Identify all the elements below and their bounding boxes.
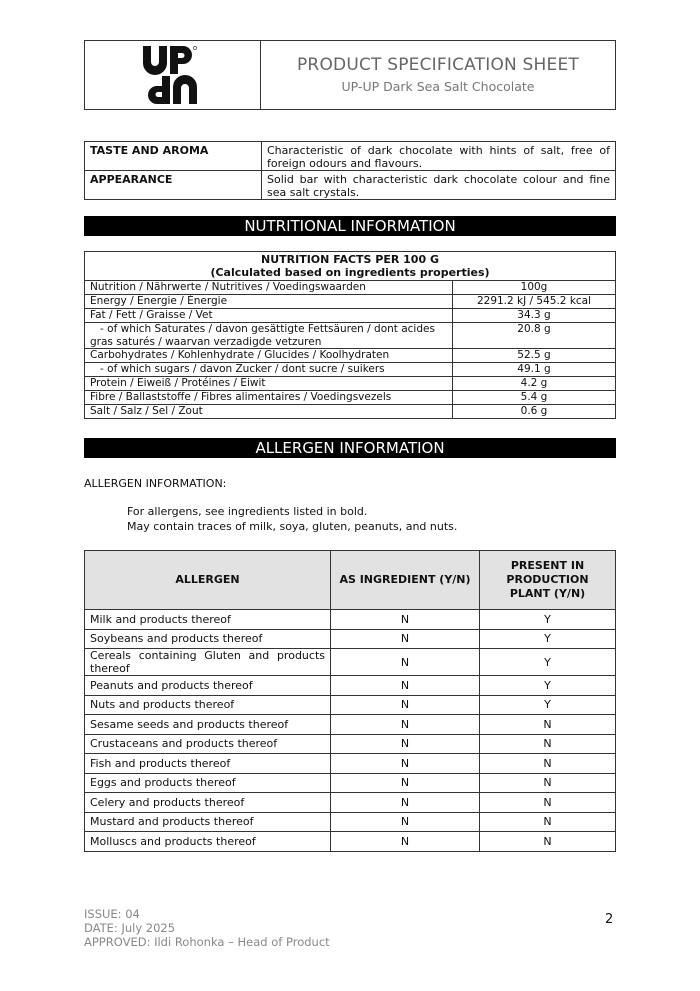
table-row bbox=[85, 309, 616, 323]
product-subtitle: UP-UP Dark Sea Salt Chocolate bbox=[341, 79, 535, 94]
in-plant-value: N bbox=[480, 832, 616, 852]
table-row bbox=[85, 734, 616, 754]
as-ingredient-value: N bbox=[331, 715, 480, 735]
nutrient-value: 20.8 g bbox=[453, 323, 616, 349]
in-plant-value: N bbox=[480, 715, 616, 735]
allergen-name: Sesame seeds and products thereof bbox=[85, 715, 331, 735]
nutrient-label: - of which sugars / davon Zucker / dont sucre / suikers bbox=[85, 363, 453, 377]
allergen-name: Molluscs and products thereof bbox=[85, 832, 331, 852]
table-row bbox=[85, 142, 616, 171]
nutrient-label: Carbohydrates / Kohlenhydrate / Glucides / Koolhydraten bbox=[85, 349, 453, 363]
allergen-note: For allergens, see ingredients listed in bold. bbox=[127, 505, 368, 518]
page-title: PRODUCT SPECIFICATION SHEET bbox=[296, 55, 579, 75]
table-row bbox=[85, 629, 616, 649]
in-plant-value: N bbox=[480, 812, 616, 832]
section-bar-allergen: ALLERGEN INFORMATION bbox=[84, 438, 616, 458]
nutrient-label: Fat / Fett / Graisse / Vet bbox=[85, 309, 453, 323]
brand-logo bbox=[141, 44, 201, 106]
table-row bbox=[85, 715, 616, 735]
in-plant-value: Y bbox=[480, 610, 616, 630]
as-ingredient-value: N bbox=[331, 695, 480, 715]
sensory-value: Characteristic of dark chocolate with hints of salt, free of foreign odours and flavours. bbox=[262, 142, 616, 171]
column-header-plant: PRESENT IN PRODUCTION PLANT (Y/N) bbox=[480, 551, 616, 610]
allergen-name: Celery and products thereof bbox=[85, 793, 331, 813]
allergen-name: Eggs and products thereof bbox=[85, 773, 331, 793]
nutrient-value: 4.2 g bbox=[453, 377, 616, 391]
table-header-row bbox=[85, 551, 616, 610]
document-header bbox=[84, 40, 616, 110]
as-ingredient-value: N bbox=[331, 676, 480, 696]
table-row bbox=[85, 793, 616, 813]
nutrient-label: Energy / Energie / Énergie bbox=[85, 295, 453, 309]
nutrition-heading bbox=[85, 252, 616, 281]
logo-cell bbox=[85, 41, 261, 109]
in-plant-value: Y bbox=[480, 649, 616, 676]
nutrition-heading-line1: NUTRITION FACTS PER 100 G bbox=[261, 252, 439, 266]
footer-date: DATE: July 2025 bbox=[84, 921, 176, 935]
allergen-name: Nuts and products thereof bbox=[85, 695, 331, 715]
nutrition-table bbox=[84, 251, 616, 419]
in-plant-value: N bbox=[480, 793, 616, 813]
allergen-name: Cereals containing Gluten and products thereof bbox=[85, 649, 331, 676]
as-ingredient-value: N bbox=[331, 649, 480, 676]
table-header-row bbox=[85, 252, 616, 281]
nutrient-value: 34.3 g bbox=[453, 309, 616, 323]
table-row bbox=[85, 323, 616, 349]
footer-issue: ISSUE: 04 bbox=[84, 907, 140, 921]
nutrient-value: 100g bbox=[453, 281, 616, 295]
table-row bbox=[85, 754, 616, 774]
allergen-name: Soybeans and products thereof bbox=[85, 629, 331, 649]
column-header-allergen: ALLERGEN bbox=[85, 551, 331, 610]
table-row bbox=[85, 295, 616, 309]
nutrient-label: Salt / Salz / Sel / Zout bbox=[85, 405, 453, 419]
nutrient-label: - of which Saturates / davon gesättigte Fettsäuren / dont acides gras saturés / waarvan verzadigde vetzuren bbox=[85, 323, 453, 349]
sensory-table bbox=[84, 141, 616, 200]
table-row bbox=[85, 649, 616, 676]
nutrient-value: 2291.2 kJ / 545.2 kcal bbox=[453, 295, 616, 309]
as-ingredient-value: N bbox=[331, 754, 480, 774]
table-row bbox=[85, 405, 616, 419]
as-ingredient-value: N bbox=[331, 832, 480, 852]
in-plant-value: Y bbox=[480, 629, 616, 649]
in-plant-value: N bbox=[480, 754, 616, 774]
allergen-name: Milk and products thereof bbox=[85, 610, 331, 630]
allergen-table bbox=[84, 550, 616, 852]
table-row bbox=[85, 281, 616, 295]
table-row bbox=[85, 695, 616, 715]
allergen-intro: ALLERGEN INFORMATION: bbox=[84, 477, 227, 490]
nutrient-value: 0.6 g bbox=[453, 405, 616, 419]
allergen-name: Mustard and products thereof bbox=[85, 812, 331, 832]
in-plant-value: Y bbox=[480, 676, 616, 696]
table-row bbox=[85, 610, 616, 630]
nutrient-value: 49.1 g bbox=[453, 363, 616, 377]
nutrient-label: Fibre / Ballaststoffe / Fibres alimentaires / Voedingsvezels bbox=[85, 391, 453, 405]
section-bar-nutrition: NUTRITIONAL INFORMATION bbox=[84, 216, 616, 236]
allergen-name: Crustaceans and products thereof bbox=[85, 734, 331, 754]
allergen-name: Fish and products thereof bbox=[85, 754, 331, 774]
as-ingredient-value: N bbox=[331, 812, 480, 832]
sensory-label: TASTE AND AROMA bbox=[85, 142, 262, 171]
table-row bbox=[85, 377, 616, 391]
in-plant-value: N bbox=[480, 734, 616, 754]
footer-approved: APPROVED: Ildi Rohonka – Head of Product bbox=[84, 935, 330, 949]
table-row bbox=[85, 676, 616, 696]
sensory-value: Solid bar with characteristic dark chocolate colour and fine sea salt crystals. bbox=[262, 171, 616, 200]
table-row bbox=[85, 349, 616, 363]
as-ingredient-value: N bbox=[331, 734, 480, 754]
as-ingredient-value: N bbox=[331, 773, 480, 793]
allergen-note: May contain traces of milk, soya, gluten, peanuts, and nuts. bbox=[127, 520, 458, 533]
nutrition-heading-line2: (Calculated based on ingredients properties) bbox=[210, 266, 490, 279]
table-row bbox=[85, 832, 616, 852]
as-ingredient-value: N bbox=[331, 610, 480, 630]
page-number: 2 bbox=[605, 912, 614, 927]
nutrient-label: Nutrition / Nährwerte / Nutritives / Voedingswaarden bbox=[85, 281, 453, 295]
column-header-ingredient: AS INGREDIENT (Y/N) bbox=[331, 551, 480, 610]
as-ingredient-value: N bbox=[331, 629, 480, 649]
allergen-name: Peanuts and products thereof bbox=[85, 676, 331, 696]
table-row bbox=[85, 773, 616, 793]
sensory-label: APPEARANCE bbox=[85, 171, 262, 200]
table-row bbox=[85, 812, 616, 832]
table-row bbox=[85, 363, 616, 377]
as-ingredient-value: N bbox=[331, 793, 480, 813]
table-row bbox=[85, 391, 616, 405]
nutrient-value: 52.5 g bbox=[453, 349, 616, 363]
in-plant-value: Y bbox=[480, 695, 616, 715]
table-row bbox=[85, 171, 616, 200]
in-plant-value: N bbox=[480, 773, 616, 793]
nutrient-label: Protein / Eiweiß / Protéines / Eiwit bbox=[85, 377, 453, 391]
nutrient-value: 5.4 g bbox=[453, 391, 616, 405]
